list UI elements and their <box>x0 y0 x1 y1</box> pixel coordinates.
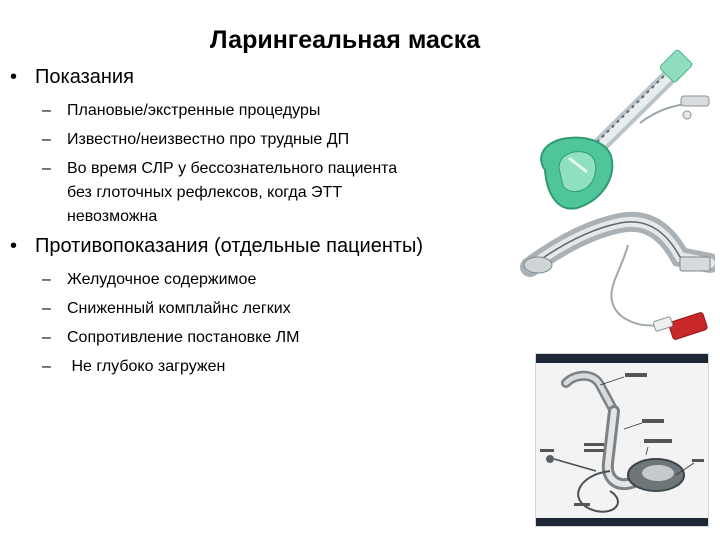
dash: – <box>42 131 51 148</box>
list-item-text: Желудочное содержимое <box>67 271 257 288</box>
list-item <box>42 298 291 319</box>
section-heading-contraindications: Противопоказания (отдельные пациенты) <box>35 235 424 257</box>
dash: – <box>42 300 51 317</box>
section-indications <box>10 66 134 89</box>
slide-title: Ларингеальная маска <box>210 26 481 54</box>
dash: – <box>42 329 51 346</box>
list-item-text-line1: Во время СЛР у бессознательного пациента <box>67 160 398 177</box>
laryngeal-mask-photo-green <box>525 48 715 210</box>
list-item <box>42 129 349 150</box>
dash: – <box>42 358 51 375</box>
dash: – <box>42 160 51 177</box>
list-item-text: Плановые/экстренные процедуры <box>67 102 321 119</box>
laryngeal-mask-photo-silver <box>520 205 715 350</box>
dash: – <box>42 271 51 288</box>
list-item <box>42 158 397 179</box>
diagram-footer-bar <box>536 518 708 526</box>
dash: – <box>42 102 51 119</box>
section-heading-indications: Показания <box>35 66 134 88</box>
list-item-text: Не глубоко загружен <box>67 358 226 375</box>
list-item <box>42 356 225 377</box>
list-item <box>42 269 256 290</box>
diagram-header-bar <box>536 354 708 363</box>
list-item-text: Известно/неизвестно про трудные ДП <box>67 131 350 148</box>
list-item-text: Сопротивление постановке ЛМ <box>67 329 300 346</box>
laryngeal-mask-diagram <box>535 353 709 527</box>
list-item <box>42 100 320 121</box>
bullet: • <box>10 235 18 257</box>
list-item-text-line2: без глоточных рефлексов, когда ЭТТ <box>67 184 343 201</box>
list-item-text-line3: невозможна <box>67 208 158 225</box>
section-contraindications <box>10 235 423 258</box>
list-item-text: Сниженный комплайнс легких <box>67 300 291 317</box>
list-item <box>42 327 300 348</box>
bullet: • <box>10 66 18 88</box>
